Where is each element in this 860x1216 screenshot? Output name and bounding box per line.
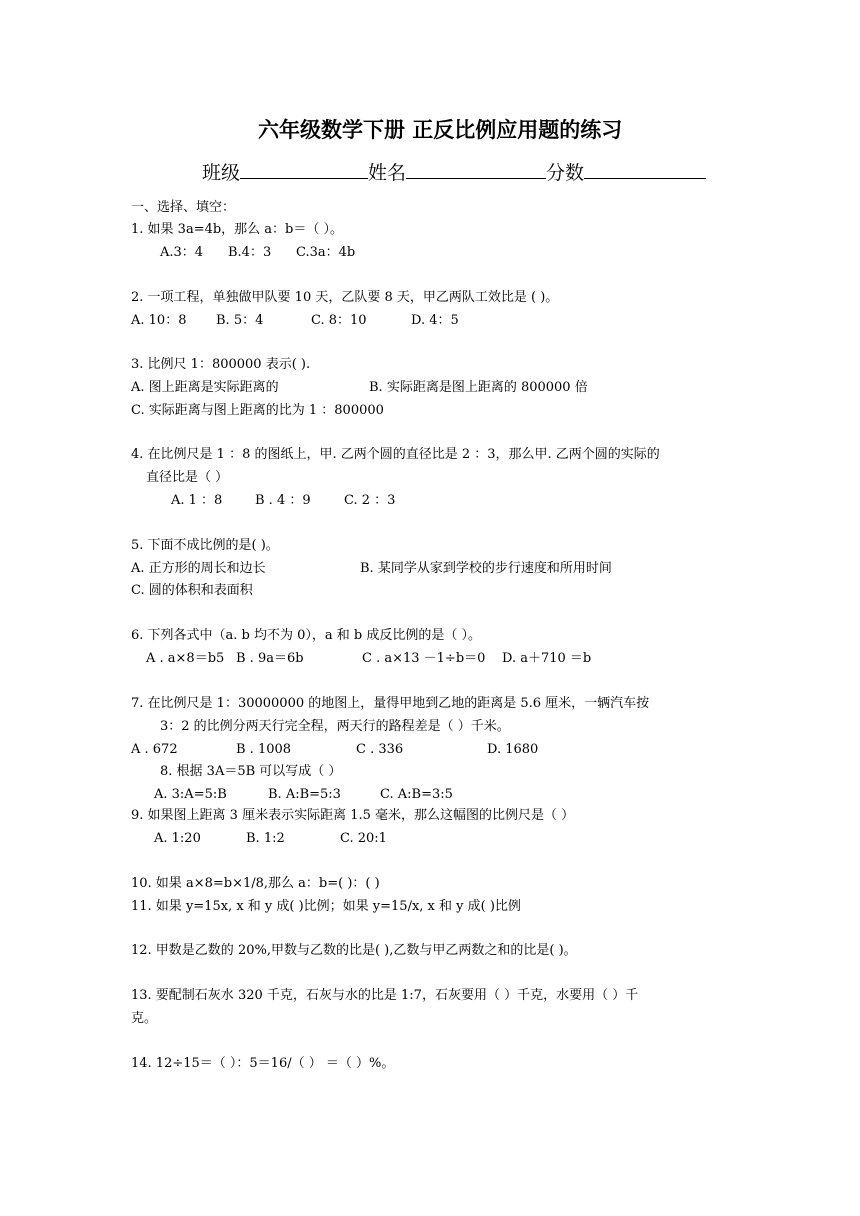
question-11: 11. 如果 y=15x, x 和 y 成( )比例；如果 y=15/x, x 和 y 成( )比例 — [131, 899, 521, 914]
score-blank[interactable] — [584, 160, 706, 179]
question-9: 9. 如果图上距离 3 厘米表示实际距离 1.5 毫米，那么这幅图的比例尺是（ ） — [131, 808, 575, 823]
question-14: 14. 12÷15＝（ ）：5＝16/（ ） ＝（ ）%。 — [131, 1056, 395, 1071]
q4-option-b: B . 4 ：9 — [255, 493, 311, 508]
q8-option-a: A. 3:A=5:B — [154, 787, 227, 802]
q2-option-d: D. 4：5 — [411, 313, 459, 328]
question-8: 8. 根据 3A＝5B 可以写成（ ） — [160, 764, 342, 779]
q2-option-c: C. 8：10 — [311, 313, 367, 328]
question-4-line-2: 直径比是（ ） — [146, 470, 229, 485]
q7-option-b: B . 1008 — [236, 742, 292, 757]
name-label: 姓名 — [368, 162, 407, 184]
q3-option-c: C. 实际距离与图上距离的比为 1 ：800000 — [131, 403, 384, 418]
q4-option-c: C. 2 ：3 — [344, 493, 396, 508]
q9-option-a: A. 1:20 — [154, 831, 201, 846]
q1-option-a: A.3：4 — [160, 245, 204, 260]
q9-option-c: C. 20:1 — [340, 831, 387, 846]
question-7-line-2: 3：2 的比例分两天行完全程，两天行的路程差是（ ）千米。 — [160, 719, 510, 734]
q8-option-b: B. A:B=5:3 — [268, 787, 341, 802]
question-13-line-1: 13. 要配制石灰水 320 千克，石灰与水的比是 1:7，石灰要用（ ）千克，水要用（ ）千 — [131, 988, 639, 1003]
section-heading: 一、选择、填空： — [131, 200, 236, 215]
name-blank[interactable] — [406, 160, 546, 179]
question-10: 10. 如果 a×8=b×1/8,那么 a：b=( )：( ) — [131, 876, 380, 891]
question-7-line-1: 7. 在比例尺是 1：30000000 的地图上，量得甲地到乙地的距离是 5.6 厘米，一辆汽车按 — [131, 696, 650, 711]
question-4-line-1: 4. 在比例尺是 1 ：8 的图纸上，甲. 乙两个圆的直径比是 2 ：3，那么甲. 乙两个圆的实际的 — [131, 447, 660, 462]
q5-option-c: C. 圆的体积和表面积 — [131, 583, 253, 598]
q7-option-d: D. 1680 — [487, 742, 539, 757]
q5-option-a: A. 正方形的周长和边长 — [131, 561, 266, 576]
question-3: 3. 比例尺 1：800000 表示( ). — [131, 357, 311, 372]
question-13-line-2: 克。 — [131, 1011, 158, 1026]
page-title: 六年级数学下册 正反比例应用题的练习 — [258, 118, 623, 142]
q6-option-d: D. a＋710 ＝b — [502, 651, 592, 666]
student-info-line — [202, 158, 706, 185]
q2-option-a: A. 10：8 — [131, 313, 187, 328]
score-label: 分数 — [546, 162, 585, 184]
q7-option-a: A . 672 — [131, 742, 178, 757]
q9-option-b: B. 1:2 — [246, 831, 285, 846]
class-label: 班级 — [202, 162, 241, 184]
q8-option-c: C. A:B=3:5 — [380, 787, 453, 802]
q2-option-b: B. 5：4 — [216, 313, 264, 328]
q6-option-c: C . a×13 －1÷b＝0 — [362, 651, 486, 666]
q6-option-b: B . 9a＝6b — [236, 651, 304, 666]
q6-option-a: A . a×8＝b5 — [146, 651, 225, 666]
q3-option-a: A. 图上距离是实际距离的 — [131, 380, 279, 395]
q5-option-b: B. 某同学从家到学校的步行速度和所用时间 — [360, 561, 612, 576]
question-5: 5. 下面不成比例的是( )。 — [131, 538, 279, 553]
question-12: 12. 甲数是乙数的 20%,甲数与乙数的比是( ),乙数与甲乙两数之和的比是( )。 — [131, 943, 577, 958]
q1-option-b: B.4：3 — [228, 245, 272, 260]
question-6: 6. 下列各式中（a. b 均不为 0），a 和 b 成反比例的是（ ）。 — [131, 628, 482, 643]
question-1: 1. 如果 3a=4b，那么 a：b＝（ ）。 — [131, 222, 344, 237]
class-blank[interactable] — [240, 160, 368, 179]
q4-option-a: A. 1 ：8 — [171, 493, 223, 508]
question-2: 2. 一项工程，单独做甲队要 10 天，乙队要 8 天，甲乙两队工效比是 ( )。 — [131, 290, 559, 305]
q3-option-b: B. 实际距离是图上距离的 800000 倍 — [369, 380, 588, 395]
q1-option-c: C.3a：4b — [296, 245, 356, 260]
q7-option-c: C . 336 — [356, 742, 404, 757]
